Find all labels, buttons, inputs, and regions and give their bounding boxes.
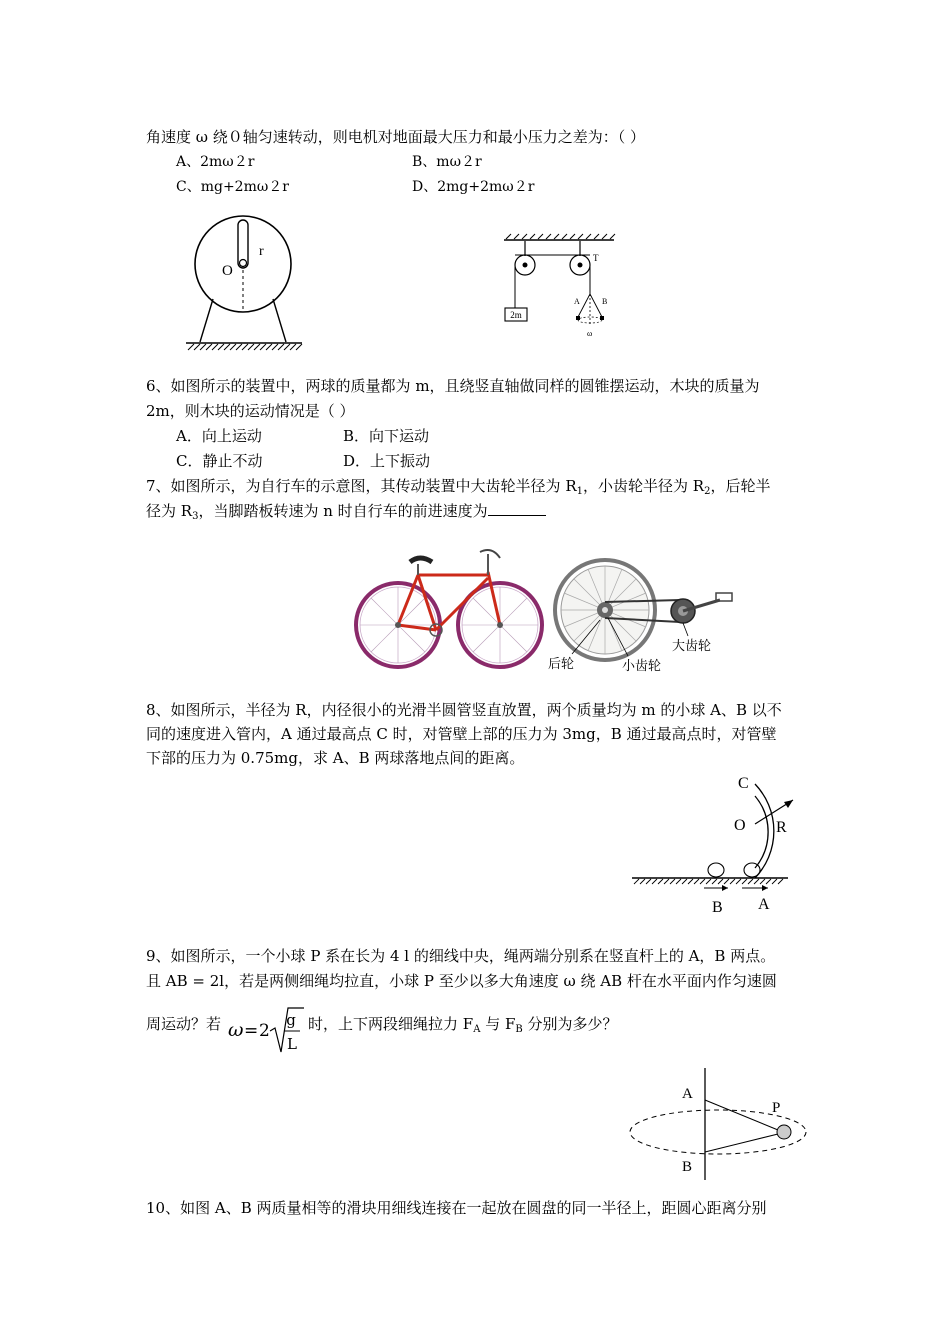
point-b-label-q9: B	[682, 1159, 693, 1175]
ball-a-label-q8: A	[758, 896, 770, 913]
q9-line-3a: 周运动？若	[146, 1015, 222, 1033]
q6-line-2: 2m，则木块的运动情况是（ ）	[146, 402, 355, 420]
q5-option-c: C、mg+2mω２r	[176, 179, 289, 195]
q5-option-d: D、2mg+2mω２r	[412, 179, 535, 195]
q10-line-1: 10、如图 A、B 两质量相等的滑块用细线连接在一起放在圆盘的同一半径上，距圆心距离分别	[146, 1199, 767, 1217]
pulley-figure	[500, 232, 620, 342]
q5-option-b: B、mω２r	[412, 154, 482, 170]
big-gear-label: 大齿轮	[672, 638, 712, 653]
q7-text-c: ，后轮半	[710, 477, 771, 495]
omega-label: ω	[587, 329, 593, 338]
motor-o-label: O	[222, 263, 233, 279]
semicircle-tube-figure	[628, 766, 838, 916]
q7-text-d: 径为 R	[146, 502, 193, 520]
q5-option-a: A、2mω２r	[176, 154, 255, 170]
q8-line-3: 下部的压力为 0.75mg，求 A、B 两球落地点间的距离。	[146, 749, 525, 767]
motor-figure	[180, 212, 310, 357]
q9-text-c: 与 F	[480, 1015, 516, 1033]
drivetrain-drawing	[548, 560, 732, 673]
formula-numerator: g	[286, 1011, 296, 1029]
omega-formula	[226, 1004, 306, 1058]
q7-sub-2: 2	[704, 486, 711, 497]
q9-sub-b: B	[515, 1024, 523, 1035]
q8-line-2: 同的速度进入管内，A 通过最高点 C 时，对管壁上部的压力为 3mg，B 通过最高点时，对管壁	[146, 725, 777, 743]
q6-line-1: 6、如图所示的装置中，两球的质量都为 m，且绕竖直轴做同样的圆锥摆运动，木块的质量为	[146, 377, 760, 395]
q9-line-3b	[308, 1014, 618, 1040]
block-label: 2m	[510, 310, 522, 320]
q6-option-d: D．上下振动	[343, 452, 431, 470]
point-c-label: C	[738, 775, 749, 792]
q6-option-a: A．向上运动	[176, 427, 262, 445]
small-gear-label: 小齿轮	[622, 658, 662, 673]
q5-stem: 角速度 ω 绕０轴匀速转动，则电机对地面最大压力和最小压力之差为：（ ）	[146, 128, 646, 146]
motor-r-label: r	[259, 244, 264, 259]
q7-answer-blank[interactable]	[488, 501, 546, 516]
q9-sub-a: A	[473, 1024, 481, 1035]
q9-line-2: 且 AB = 2l，若是两侧细绳均拉直，小球 P 至少以多大角速度 ω 绕 AB 杆在水平面内作匀速圆	[146, 972, 777, 990]
q7-text-a: 7、如图所示，为自行车的示意图，其传动装置中大齿轮半径为 R	[146, 477, 577, 495]
rod-pendulum-figure	[628, 1064, 808, 1184]
ball-b-label: B	[602, 297, 608, 306]
q7-text-b: ，小齿轮半径为 R	[582, 477, 705, 495]
radius-r-label: R	[776, 819, 787, 836]
q9-text-b: 时，上下两段细绳拉力 F	[308, 1015, 474, 1033]
ball-b-label-q8: B	[712, 899, 723, 916]
q8-line-1: 8、如图所示，半径为 R，内径很小的光滑半圆管竖直放置，两个质量均为 m 的小球 A、B 以不	[146, 701, 782, 719]
q6-option-c: C．静止不动	[176, 452, 263, 470]
bicycle-figure	[350, 540, 750, 675]
q9-line-1: 9、如图所示，一个小球 P 系在长为 4 l 的细线中央，绳两端分别系在竖直杆上的 A，B 两点。	[146, 947, 776, 965]
formula-omega: ω	[228, 1019, 244, 1041]
point-a-label-q9: A	[682, 1086, 693, 1102]
bicycle-drawing	[356, 550, 542, 667]
pulley-t-label: T	[593, 253, 599, 263]
formula-coef: 2	[259, 1021, 270, 1041]
rear-wheel-label: 后轮	[548, 656, 575, 671]
q7-text-e: ，当脚踏板转速为 n 时自行车的前进速度为	[198, 502, 488, 520]
q7-sub-1: 1	[576, 486, 583, 497]
q7-sub-3: 3	[192, 511, 199, 522]
ball-a-label: A	[574, 297, 580, 306]
q6-option-b: B．向下运动	[343, 427, 430, 445]
ball-p-label: P	[772, 1100, 781, 1116]
q7-line-2	[146, 501, 546, 527]
q7-line-1	[146, 476, 770, 502]
q9-text-d: 分别为多少？	[522, 1015, 618, 1033]
formula-denominator: L	[287, 1035, 297, 1053]
formula-equals: =	[244, 1021, 259, 1041]
center-o-label: O	[734, 817, 746, 834]
